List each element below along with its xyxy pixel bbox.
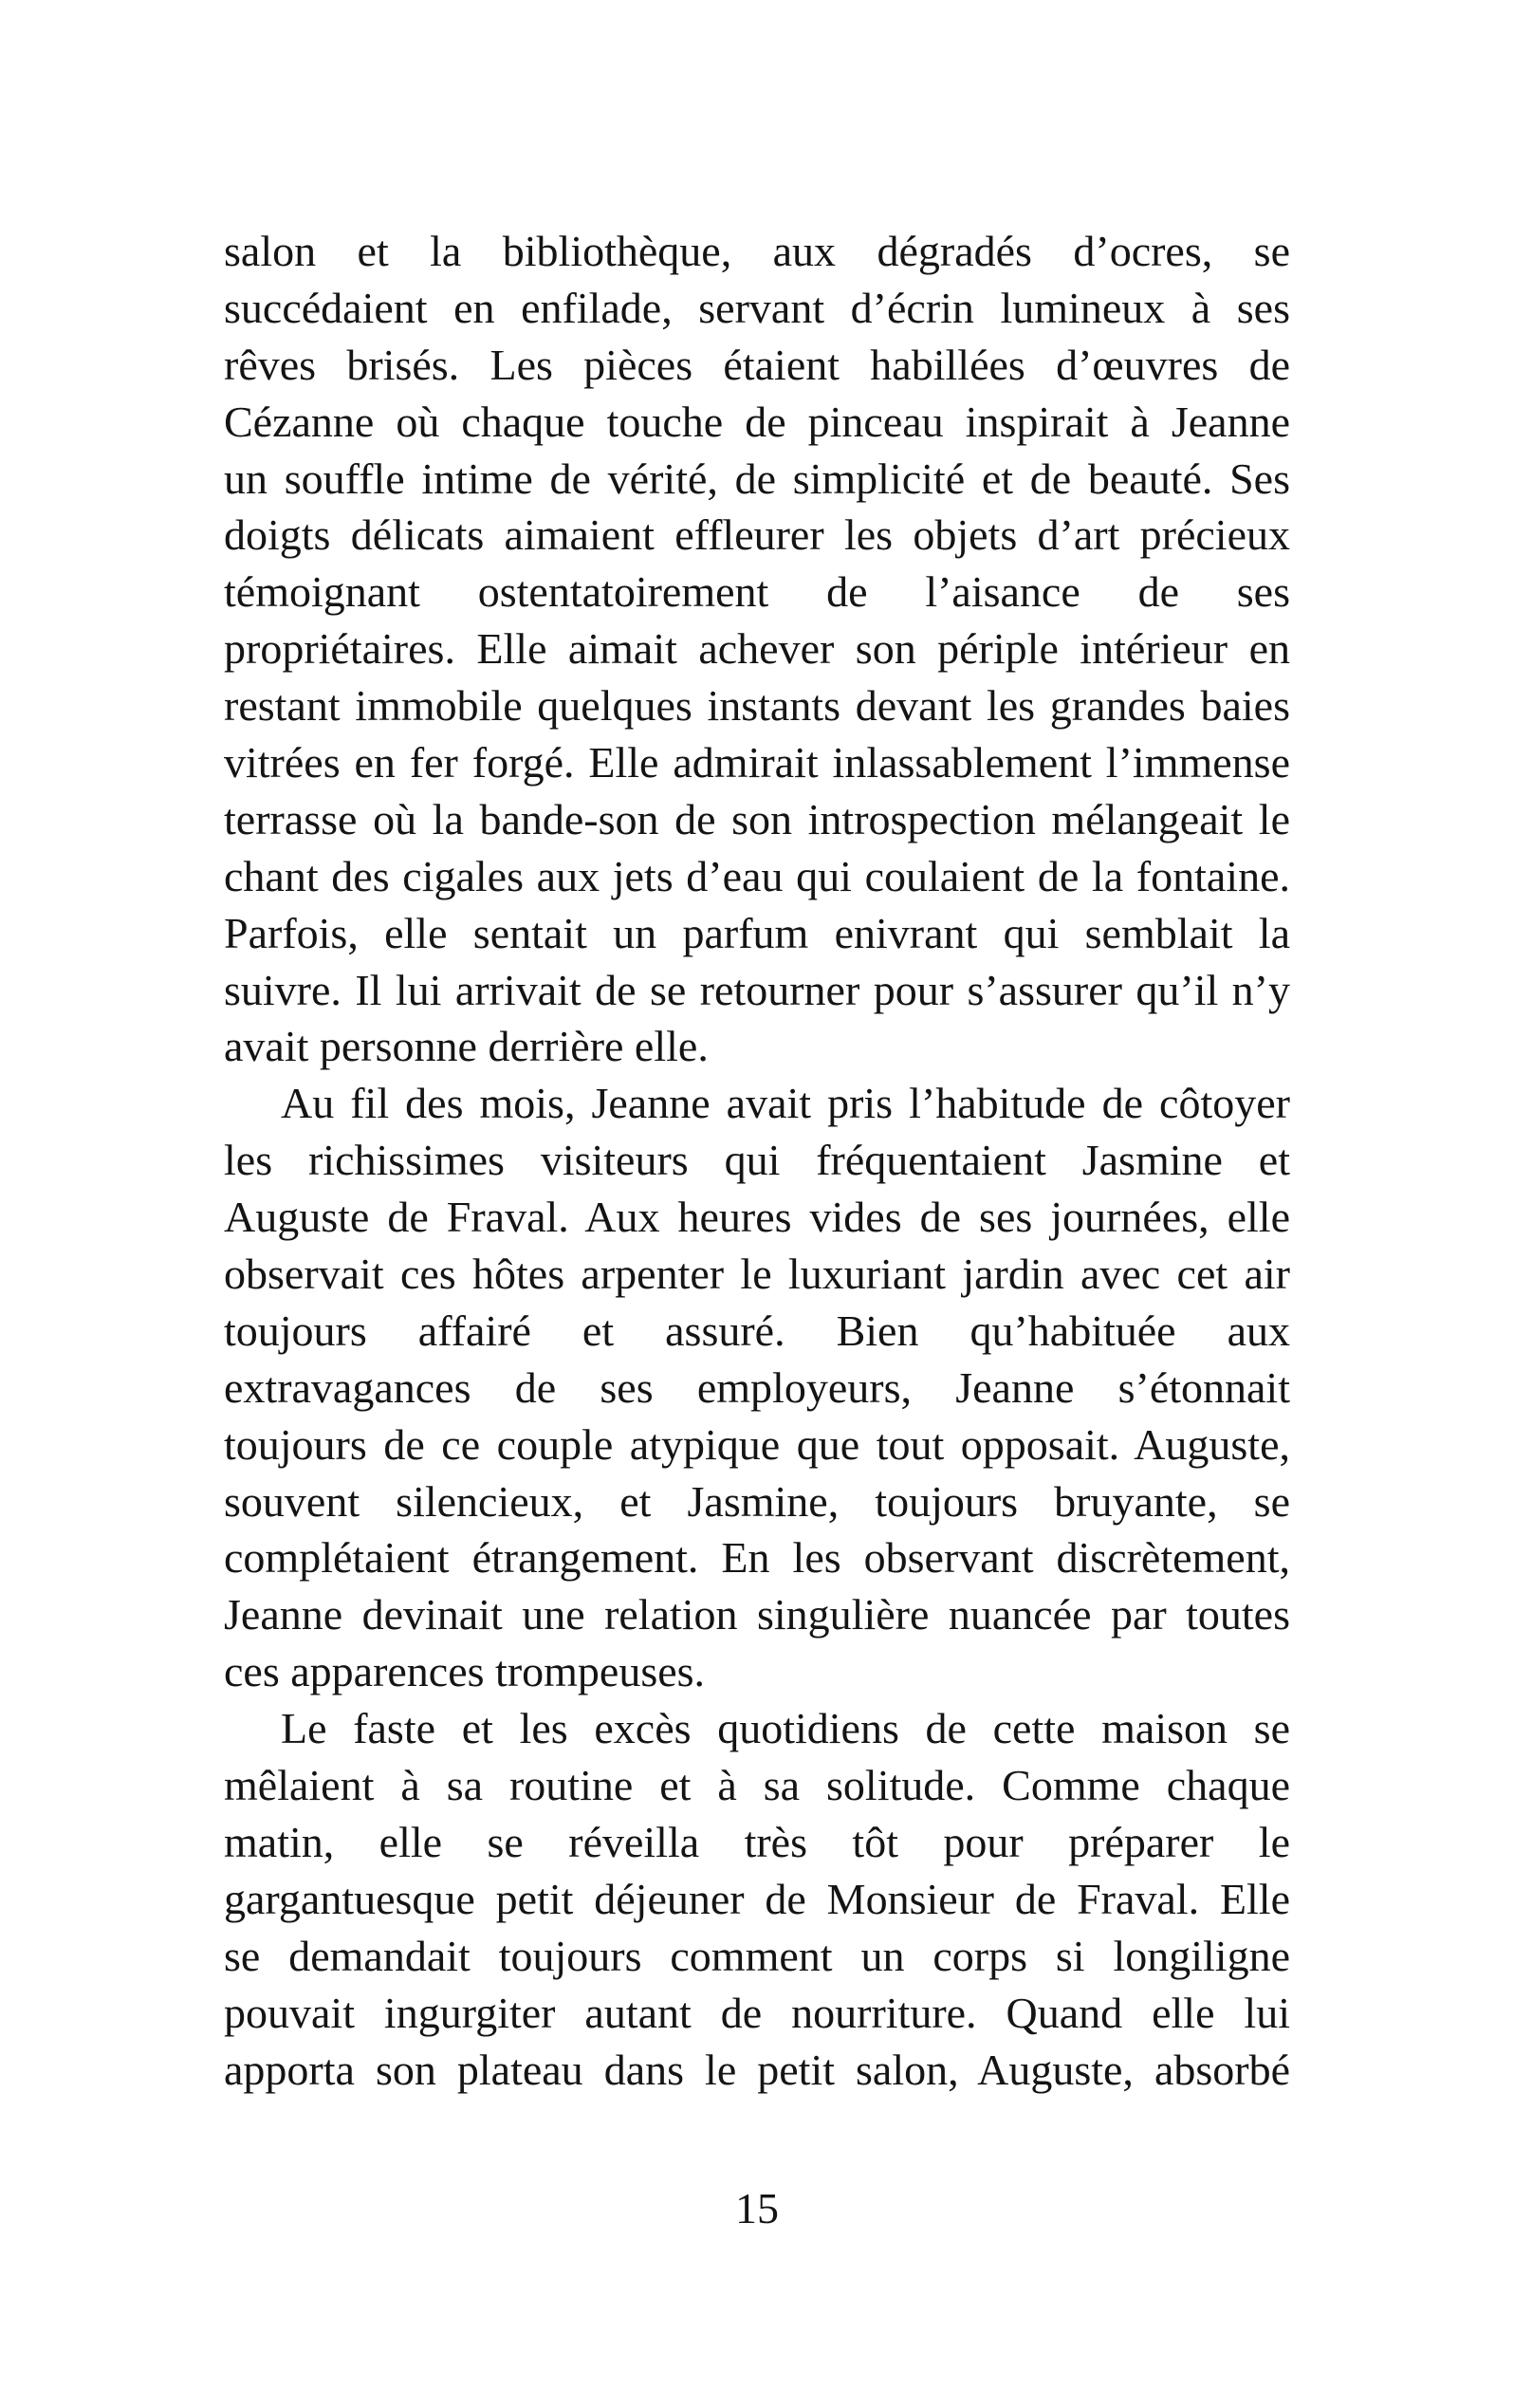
text-line: propriétaires. Elle aimait achever son périple intérieur en (224, 624, 1290, 674)
text-line: toujours de ce couple atypique que tout opposait. Auguste, (224, 1419, 1290, 1469)
text-line: Au fil des mois, Jeanne avait pris l’habitude de côtoyer (281, 1079, 1290, 1128)
text-line: pouvait ingurgiter autant de nourriture. Quand elle lui (224, 1988, 1290, 2037)
text-line: mêlaient à sa routine et à sa solitude. Comme chaque (224, 1761, 1290, 1810)
text-line: gargantuesque petit déjeuner de Monsieur de Fraval. Elle (224, 1874, 1290, 1923)
text-line: un souffle intime de vérité, de simplicité et de beauté. Ses (224, 454, 1290, 503)
paragraph-1 (224, 223, 1290, 1075)
text-line: chant des cigales aux jets d’eau qui coulaient de la fontaine. (224, 851, 1290, 900)
text-line: apporta son plateau dans le petit salon, Auguste, absorbé (224, 2045, 1290, 2094)
text-line: les richissimes visiteurs qui fréquentaient Jasmine et (224, 1136, 1290, 1185)
text-line: succédaient en enfilade, servant d’écrin lumineux à ses (224, 283, 1290, 332)
text-line: salon et la bibliothèque, aux dégradés d’ocres, se (224, 227, 1290, 275)
text-line: ces apparences trompeuses. (224, 1647, 706, 1696)
text-line: terrasse où la bande-son de son introspection mélangeait le (224, 794, 1290, 843)
text-line: se demandait toujours comment un corps si longiligne (224, 1931, 1290, 1980)
text-line: suivre. Il lui arrivait de se retourner pour s’assurer qu’il n’y (224, 965, 1290, 1014)
text-line: vitrées en fer forgé. Elle admirait inlassablement l’immense (224, 738, 1290, 787)
text-line: doigts délicats aimaient effleurer les objets d’art précieux (224, 510, 1290, 560)
text-line: toujours affairé et assuré. Bien qu’habituée aux (224, 1306, 1290, 1355)
text-line: extravagances de ses employeurs, Jeanne s’étonnait (224, 1362, 1290, 1412)
text-line: restant immobile quelques instants devant les grandes baies (224, 681, 1290, 731)
paragraph-2 (224, 1075, 1290, 1700)
page-number: 15 (735, 2184, 779, 2232)
text-line: avait personne derrière elle. (224, 1022, 709, 1071)
text-line: matin, elle se réveilla très tôt pour préparer le (224, 1817, 1290, 1866)
text-line: souvent silencieux, et Jasmine, toujours bruyante, se (224, 1476, 1290, 1526)
text-line: observait ces hôtes arpenter le luxuriant jardin avec cet air (224, 1250, 1290, 1299)
paragraph-3 (224, 1700, 1290, 2098)
text-line: Jeanne devinait une relation singulière nuancée par toutes (224, 1590, 1290, 1639)
text-line: Auguste de Fraval. Aux heures vides de ses journées, elle (224, 1193, 1290, 1242)
text-line: témoignant ostentatoirement de l’aisance de ses (224, 567, 1290, 617)
text-line: complétaient étrangement. En les observant discrètement, (224, 1533, 1290, 1583)
text-line: Le faste et les excès quotidiens de cette maison se (281, 1704, 1290, 1753)
text-line: Cézanne où chaque touche de pinceau inspirait à Jeanne (224, 397, 1290, 446)
text-line: rêves brisés. Les pièces étaient habillées d’œuvres de (224, 340, 1290, 389)
body-text (224, 223, 1290, 2098)
text-line: Parfois, elle sentait un parfum enivrant qui semblait la (224, 908, 1290, 957)
